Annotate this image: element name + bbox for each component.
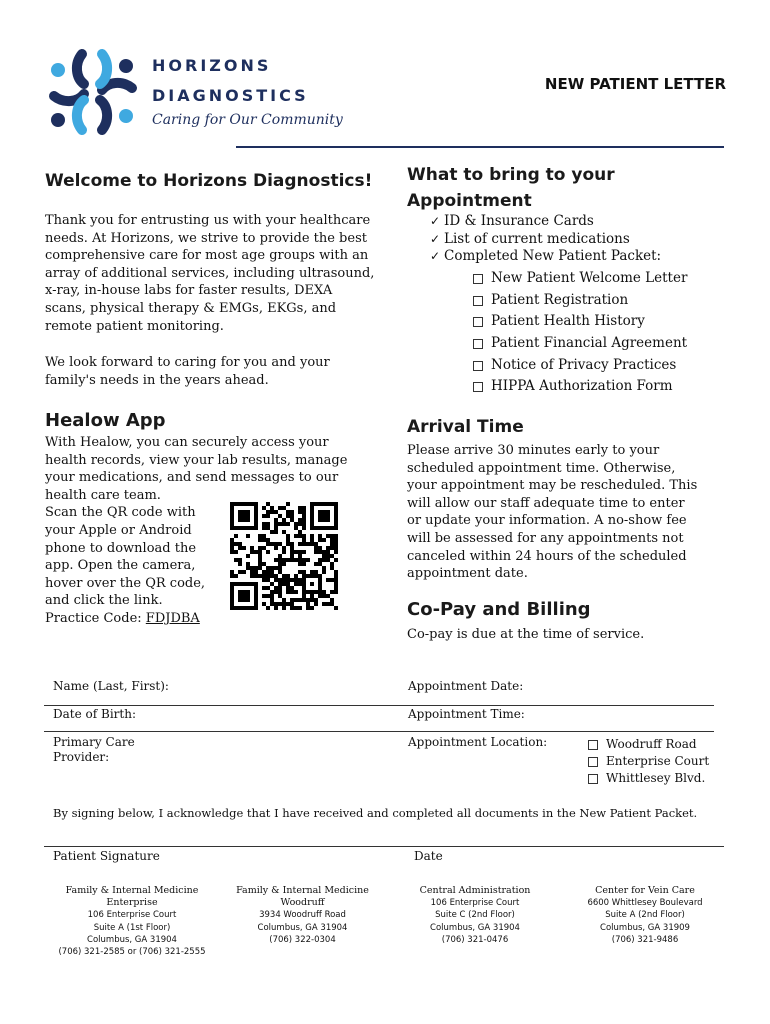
welcome-paragraph-2	[45, 354, 375, 389]
welcome-heading: Welcome to Horizons Diagnostics!	[45, 171, 373, 191]
header-rule	[236, 146, 724, 148]
checkbox[interactable]	[473, 339, 483, 349]
document-title: NEW PATIENT LETTER	[544, 75, 726, 93]
footer-location-1	[52, 885, 212, 958]
qr-code-icon	[230, 502, 338, 610]
arrival-paragraph	[407, 442, 727, 583]
checked-item-label: ID & Insurance Cards	[444, 213, 594, 229]
copay-text: Co-pay is due at the time of service.	[407, 627, 645, 642]
location-option[interactable]	[588, 736, 709, 753]
footer-location-name: Woodruff	[280, 897, 325, 909]
text-line: needs. At Horizons, we strive to provide the best	[45, 230, 367, 246]
footer-location-4	[570, 885, 720, 946]
text-line: scheduled appointment time. Otherwise,	[407, 460, 676, 476]
text-line: health care team.	[45, 487, 161, 503]
text-line: phone to download the	[45, 540, 197, 556]
checkbox[interactable]	[588, 774, 598, 784]
checkmark-icon: ✓	[430, 232, 441, 246]
checkmark-icon: ✓	[430, 249, 441, 263]
text-line: and click the link.	[45, 593, 163, 609]
footer-address-line: Suite A (1st Floor)	[93, 922, 171, 933]
footer-phone: (706) 321-2585 or (706) 321-2555	[58, 947, 206, 958]
checked-item	[430, 248, 661, 264]
location-option-label: Whittlesey Blvd.	[606, 771, 706, 785]
welcome-paragraph-1	[45, 212, 375, 335]
packet-item-label: New Patient Welcome Letter	[491, 270, 688, 286]
footer-phone: (706) 321-9486	[611, 934, 679, 945]
footer-phone: (706) 321-0476	[441, 934, 509, 945]
text-line: x-ray, in-house labs for faster results, DEXA	[45, 283, 333, 299]
footer-location-2	[225, 885, 380, 946]
packet-item[interactable]	[473, 357, 676, 373]
text-line: family's needs in the years ahead.	[45, 372, 269, 388]
appointment-date-label: Appointment Date:	[408, 679, 524, 693]
name-date-line[interactable]	[44, 705, 714, 706]
checkbox[interactable]	[473, 274, 483, 284]
checkmark-icon: ✓	[430, 214, 441, 228]
text-line: We look forward to caring for you and your	[45, 355, 330, 370]
checkbox[interactable]	[588, 757, 598, 767]
name-label: Name (Last, First):	[53, 679, 169, 693]
logo-name-line1: HORIZONS	[152, 56, 272, 75]
signature-label: Patient Signature	[53, 849, 160, 863]
qr-code[interactable]	[230, 502, 338, 610]
location-option-label: Woodruff Road	[606, 737, 697, 751]
text-line: your Apple or Android	[45, 522, 192, 538]
text-line: appointment date.	[407, 566, 528, 582]
logo	[44, 44, 144, 140]
practice-code-line	[45, 610, 365, 628]
packet-item[interactable]	[473, 270, 687, 286]
bring-heading-line2: Appointment	[407, 191, 532, 211]
footer-address-line: Suite A (2nd Floor)	[605, 910, 685, 921]
text-line: hover over the QR code,	[45, 575, 206, 591]
checkbox[interactable]	[588, 740, 598, 750]
footer-address-line: Columbus, GA 31904	[87, 934, 177, 945]
text-line: your appointment may be rescheduled. This	[407, 478, 698, 494]
footer-location-name: Central Administration	[419, 885, 531, 896]
location-option[interactable]	[588, 770, 709, 787]
logo-tagline: Caring for Our Community	[152, 112, 343, 128]
text-line: canceled within 24 hours of the scheduled	[407, 548, 687, 564]
footer-address-line: 106 Enterprise Court	[87, 910, 177, 921]
footer-location-name: Family & Internal Medicine	[236, 885, 369, 896]
appointment-time-label: Appointment Time:	[408, 707, 525, 721]
logo-cross-icon	[44, 44, 144, 140]
text-line: scans, physical therapy & EMGs, EKGs, and	[45, 300, 337, 316]
text-line: will allow our staff adequate time to enter	[407, 495, 685, 511]
pcp-label	[53, 735, 135, 765]
text-line: comprehensive care for most age groups with an	[45, 248, 369, 264]
text-line: Thank you for entrusting us with your healthcare	[45, 213, 371, 228]
text-line: Scan the QR code with	[45, 505, 196, 521]
text-line: array of additional services, including ultrasound,	[45, 265, 375, 281]
footer-phone: (706) 322-0304	[269, 934, 336, 945]
footer-address-line: Columbus, GA 31904	[430, 922, 520, 933]
pcp-label-line2: Provider:	[53, 750, 110, 764]
location-option[interactable]	[588, 753, 709, 770]
footer-location-name: Family & Internal Medicine	[65, 885, 199, 896]
practice-code-link[interactable]: FDJDBA	[145, 610, 200, 626]
text-line: With Healow, you can securely access your	[45, 435, 329, 450]
dob-time-line[interactable]	[44, 731, 714, 732]
checkbox[interactable]	[473, 296, 483, 306]
packet-item-label: Patient Registration	[491, 292, 629, 308]
date-label: Date	[414, 849, 443, 863]
text-line: will be assessed for any appointments not	[407, 530, 684, 546]
packet-item[interactable]	[473, 335, 687, 351]
checkbox[interactable]	[473, 382, 483, 392]
packet-item-label: Patient Health History	[491, 313, 645, 329]
footer-location-3	[400, 885, 550, 946]
bring-heading	[407, 162, 615, 214]
location-options	[588, 736, 709, 787]
footer-address-line: 106 Enterprise Court	[430, 898, 520, 909]
text-line: health records, view your lab results, manage	[45, 452, 348, 468]
signature-line[interactable]	[44, 846, 724, 847]
appointment-location-label: Appointment Location:	[408, 735, 548, 749]
checkbox[interactable]	[473, 317, 483, 327]
logo-name-line2: DIAGNOSTICS	[152, 86, 309, 105]
packet-item-label: Patient Financial Agreement	[491, 335, 688, 351]
footer-address-line: Columbus, GA 31904	[257, 922, 348, 933]
checked-item	[430, 231, 630, 247]
arrival-heading: Arrival Time	[407, 417, 524, 437]
dob-label: Date of Birth:	[53, 707, 136, 721]
packet-item-label: HIPPA Authorization Form	[491, 378, 673, 394]
footer-address-line: 6600 Whittlesey Boulevard	[587, 898, 703, 909]
packet-item[interactable]	[473, 378, 673, 394]
packet-item[interactable]	[473, 313, 645, 329]
checked-item	[430, 213, 594, 229]
footer-address-line: 3934 Woodruff Road	[259, 910, 346, 921]
checkbox[interactable]	[473, 361, 483, 371]
text-line: or update your information. A no-show fee	[407, 513, 687, 529]
text-line: app. Open the camera,	[45, 558, 196, 574]
text-line: remote patient monitoring.	[45, 318, 224, 334]
footer-location-name: Enterprise	[106, 897, 158, 909]
text-line: Please arrive 30 minutes early to your	[407, 443, 660, 458]
checked-item-label: List of current medications	[444, 231, 630, 247]
healow-heading: Healow App	[45, 410, 166, 431]
footer-address-line: Suite C (2nd Floor)	[435, 910, 515, 921]
footer-address-line: Columbus, GA 31909	[600, 922, 690, 933]
text-line: your medications, and send messages to our	[45, 470, 339, 486]
copay-heading: Co-Pay and Billing	[407, 599, 591, 620]
pcp-label-line1: Primary Care	[53, 735, 135, 749]
packet-item[interactable]	[473, 292, 628, 308]
practice-code-label: Practice Code:	[45, 610, 142, 626]
checked-item-label: Completed New Patient Packet:	[444, 248, 662, 264]
packet-item-label: Notice of Privacy Practices	[491, 357, 677, 373]
acknowledgement: By signing below, I acknowledge that I have received and completed all documents in the New Patient Packet.	[53, 806, 698, 820]
location-option-label: Enterprise Court	[606, 754, 710, 768]
bring-heading-line1: What to bring to your	[407, 165, 615, 185]
footer-location-name: Center for Vein Care	[595, 885, 695, 896]
